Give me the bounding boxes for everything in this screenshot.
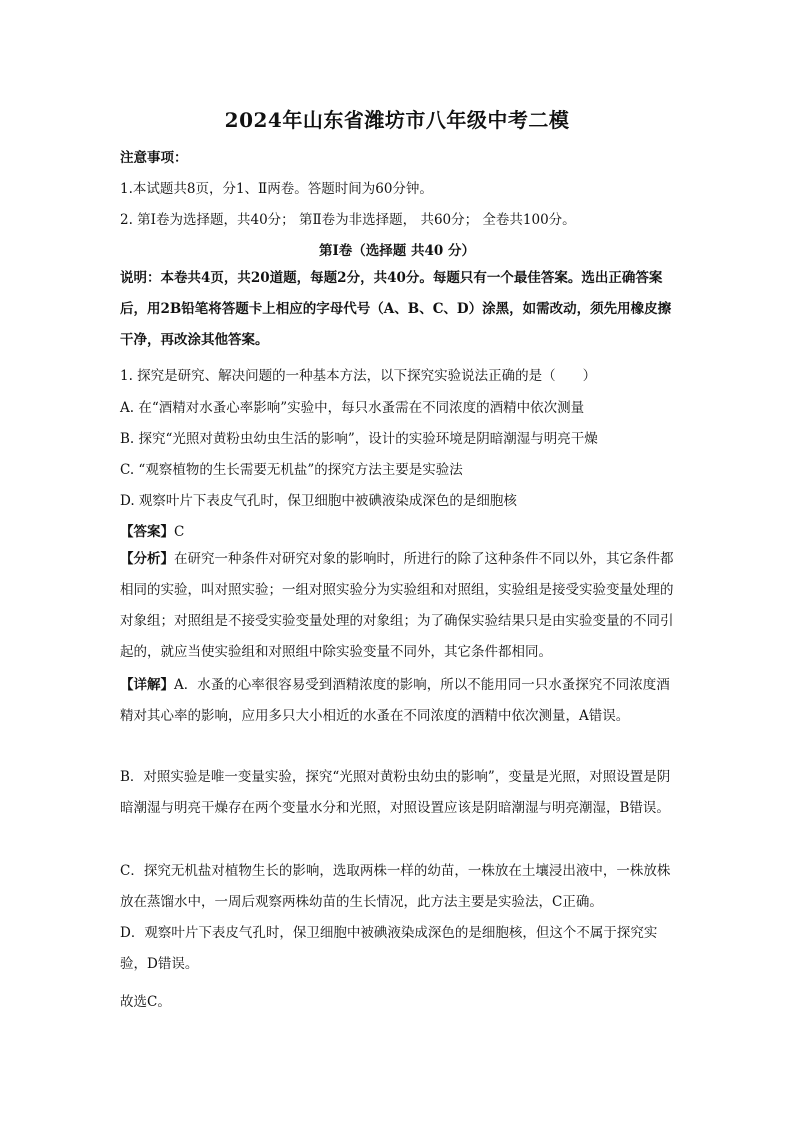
option-c: C. “观察植物的生长需要无机盐”的探究方法主要是实验法 [120, 462, 463, 478]
section-instructions: 说明：本卷共4页，共20道题，每题2分，共40分。每题只有一个最佳答案。选出正确答案后，用2B铅笔将答题卡上相应的字母代号（A、B、C、D）涂黑，如需改动，须先用橡皮擦干净，再改涂其他答案。 [120, 270, 672, 348]
analysis-paragraph [120, 544, 680, 668]
answer-line [120, 520, 680, 540]
option-b: B. 探究“光照对黄粉虫幼虫生活的影响”，设计的实验环境是阴暗潮湿与明亮干燥 [120, 431, 598, 447]
notice-heading: 注意事项： [120, 150, 188, 166]
conclusion: 故选C。 [120, 994, 171, 1010]
option-a: A. 在“酒精对水蚤心率影响”实验中，每只水蚤需在不同浓度的酒精中依次测量 [120, 400, 585, 416]
detail-paragraph-b: B．对照实验是唯一变量实验，探究“光照对黄粉虫幼虫的影响”，变量是光照，对照设置是阴暗潮湿与明亮干燥存在两个变量水分和光照，对照设置应该是阴暗潮湿与明亮潮湿，B错误。 [120, 769, 671, 816]
notice-item-1: 1.本试题共8页，分1、Ⅱ两卷。答题时间为60分钟。 [120, 181, 433, 197]
analysis-label: 【分析】 [120, 551, 174, 567]
question-stem: 1. 探究是研究、解决问题的一种基本方法，以下探究实验说法正确的是（ ） [120, 368, 597, 384]
detail-paragraph-c: C．探究无机盐对植物生长的影响，选取两株一样的幼苗，一株放在土壤浸出液中，一株放株放在蒸馏水中，一周后观察两株幼苗的生长情况，此方法主要是实验法，C正确。 [120, 863, 671, 910]
detail-paragraph-d: D．观察叶片下表皮气孔时，保卫细胞中被碘液染成深色的是细胞核，但这个不属于探究实验，D错误。 [120, 925, 658, 972]
detail-label: 【详解】 [120, 677, 174, 693]
answer-value: C [174, 524, 185, 540]
analysis-text: 在研究一种条件对研究对象的影响时，所进行的除了这种条件不同以外，其它条件都相同的实验，叫对照实验；一组对照实验分为实验组和对照组，实验组是接受实验变量处理的对象组；对照组是不接受实验变量处理的对象组；为了确保实验结果只是由实验变量的不同引起的，就应当使实验组和对照组中除实验变量不同外，其它条件都相同。 [120, 551, 674, 660]
answer-label: 【答案】 [120, 524, 174, 540]
option-d: D. 观察叶片下表皮气孔时，保卫细胞中被碘液染成深色的是细胞核 [120, 493, 517, 509]
detail-a-text: A．水蚤的心率很容易受到酒精浓度的影响，所以不能用同一只水蚤探究不同浓度酒精对其心率的影响，应用多只大小相近的水蚤在不同浓度的酒精中依次测量，A错误。 [120, 677, 670, 724]
notice-item-2: 2. 第Ⅰ卷为选择题，共40分； 第Ⅱ卷为非选择题， 共60分； 全卷共100分。 [120, 212, 576, 228]
section-heading: 第Ⅰ卷（选择题 共40 分） [318, 243, 475, 259]
detail-paragraph-a [120, 670, 680, 732]
page-title: 2024年山东省潍坊市八年级中考二模 [224, 108, 570, 132]
